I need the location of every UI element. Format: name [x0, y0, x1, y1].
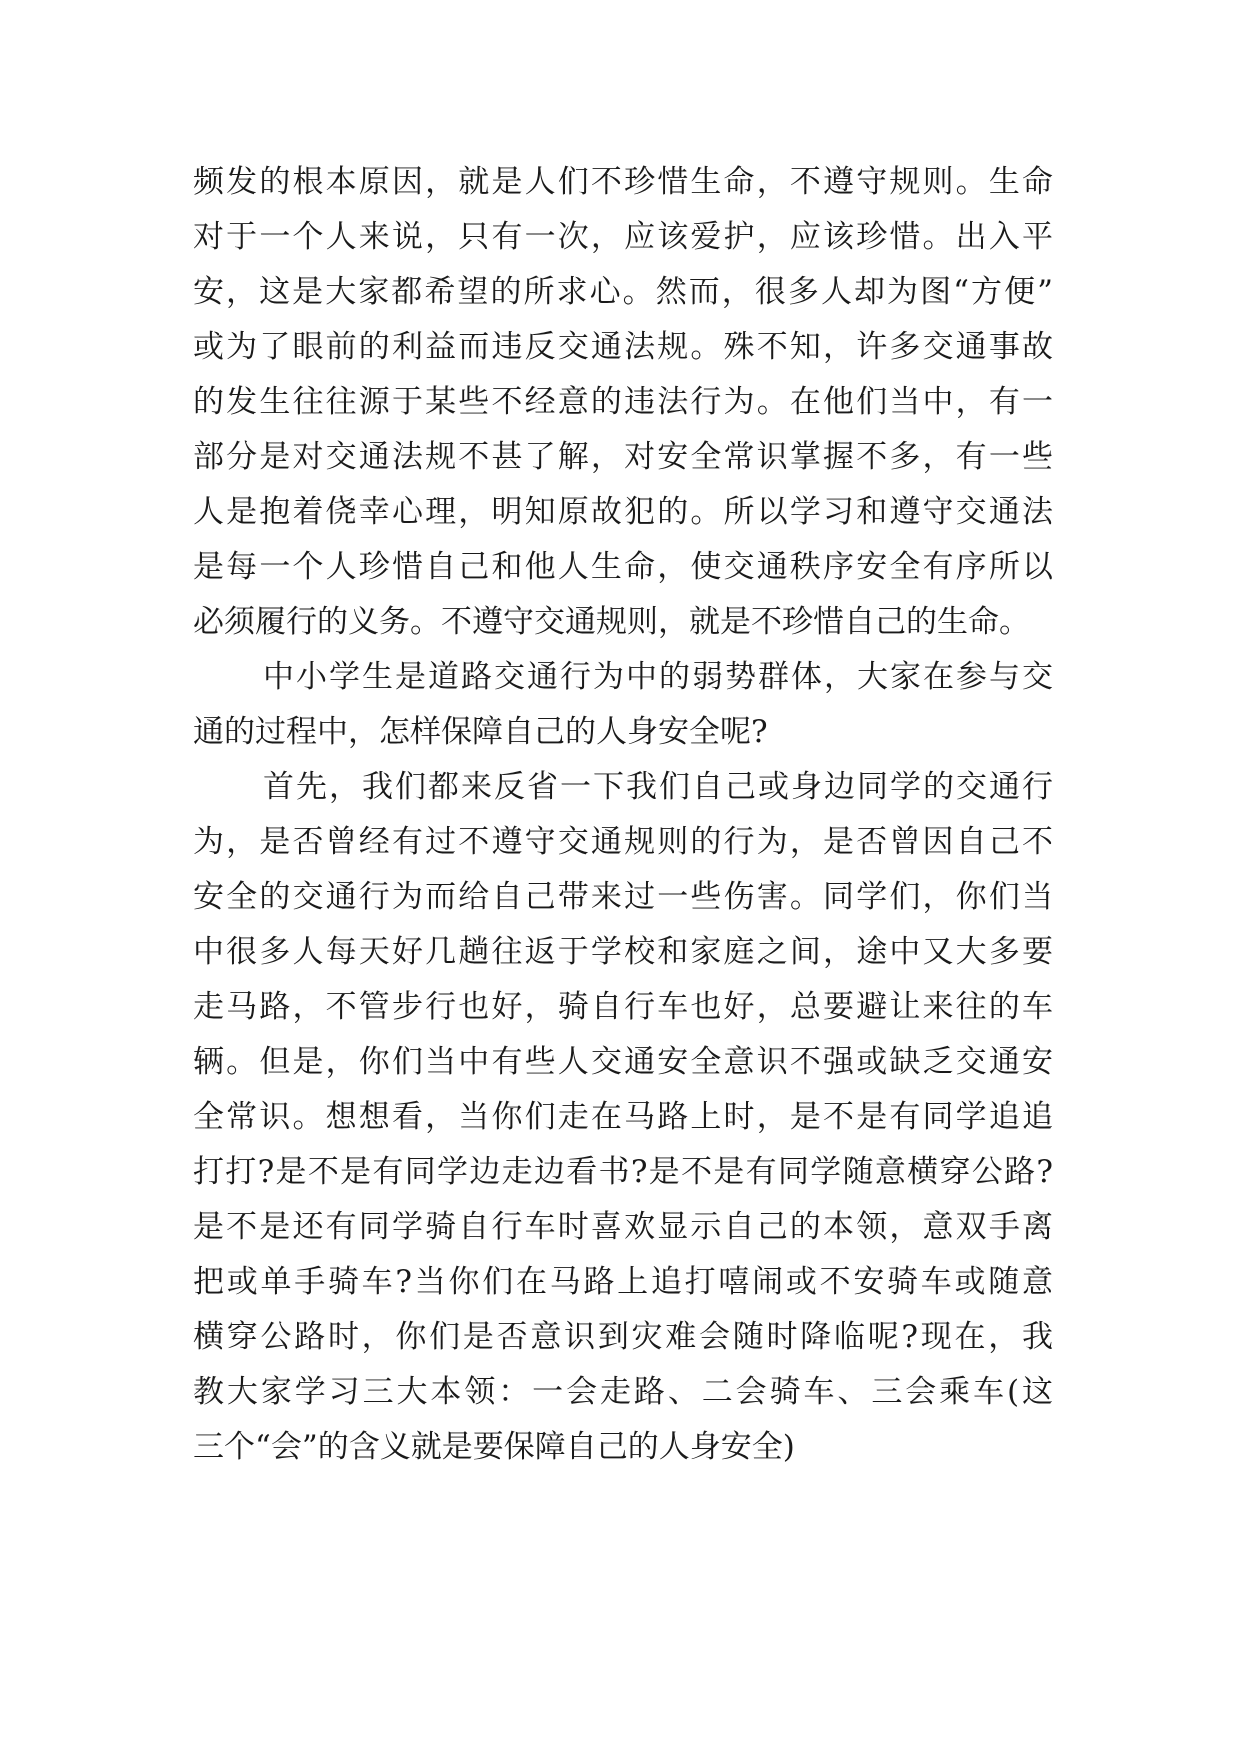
- text-line: 部分是对交通法规不甚了解，对安全常识掌握不多，有一些: [193, 439, 1053, 475]
- text-line: 或为了眼前的利益而违反交通法规。殊不知，许多交通事故: [193, 329, 1053, 365]
- text-line: 的发生往往源于某些不经意的违法行为。在他们当中，有一: [193, 384, 1053, 420]
- text-line: 频发的根本原因，就是人们不珍惜生命，不遵守规则。生命: [193, 164, 1053, 200]
- text-line: 安，这是大家都希望的所求心。然而，很多人却为图“方便”: [193, 274, 1053, 310]
- text-line: 教大家学习三大本领：一会走路、二会骑车、三会乘车(这: [193, 1374, 1053, 1410]
- text-line: 必须履行的义务。不遵守交通规则，就是不珍惜自己的生命。: [193, 604, 1030, 640]
- text-line: 安全的交通行为而给自己带来过一些伤害。同学们，你们当: [193, 879, 1053, 915]
- text-line: 为，是否曾经有过不遵守交通规则的行为，是否曾因自己不: [193, 824, 1053, 860]
- text-line: 三个“会”的含义就是要保障自己的人身安全): [193, 1429, 795, 1465]
- text-line: 通的过程中，怎样保障自己的人身安全呢?: [193, 714, 768, 750]
- text-line: 中很多人每天好几趟往返于学校和家庭之间，途中又大多要: [193, 934, 1053, 970]
- paragraph-first-line: 中小学生是道路交通行为中的弱势群体，大家在参与交: [263, 659, 1053, 695]
- text-line: 走马路，不管步行也好，骑自行车也好，总要避让来往的车: [193, 989, 1053, 1025]
- document-body: [193, 155, 1053, 1475]
- text-line: 人是抱着侥幸心理，明知原故犯的。所以学习和遵守交通法: [193, 494, 1053, 530]
- text-line: 对于一个人来说，只有一次，应该爱护，应该珍惜。出入平: [193, 219, 1053, 255]
- text-line: 把或单手骑车?当你们在马路上追打嘻闹或不安骑车或随意: [193, 1264, 1053, 1300]
- text-line: 是每一个人珍惜自己和他人生命，使交通秩序安全有序所以: [193, 549, 1053, 585]
- paragraph-first-line: 首先，我们都来反省一下我们自己或身边同学的交通行: [263, 769, 1053, 805]
- text-line: 是不是还有同学骑自行车时喜欢显示自己的本领，意双手离: [193, 1209, 1053, 1245]
- text-line: 全常识。想想看，当你们走在马路上时，是不是有同学追追: [193, 1099, 1053, 1135]
- text-line: 辆。但是，你们当中有些人交通安全意识不强或缺乏交通安: [193, 1044, 1053, 1080]
- text-line: 横穿公路时，你们是否意识到灾难会随时降临呢?现在，我: [193, 1319, 1053, 1355]
- text-line: 打打?是不是有同学边走边看书?是不是有同学随意横穿公路?: [193, 1154, 1053, 1190]
